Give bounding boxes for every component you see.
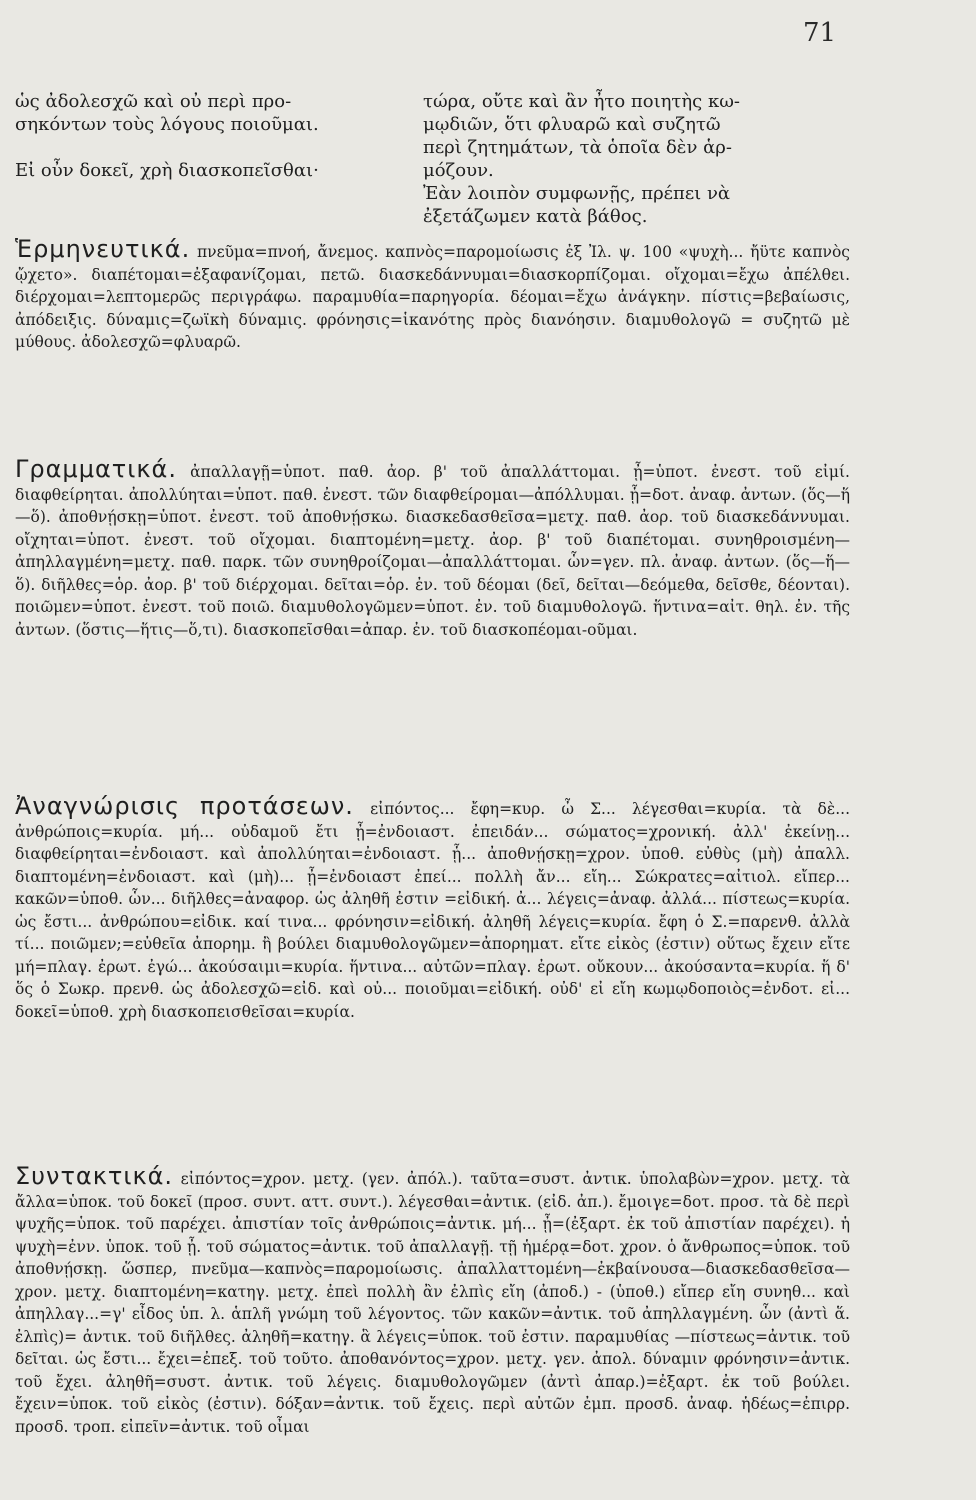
text-line: ὡς ἀδολεσχῶ καὶ οὐ περὶ προ- (15, 91, 292, 112)
text-line: μῳδιῶν, ὅτι φλυαρῶ καὶ συζητῶ (423, 114, 721, 135)
section-title: Ἑρμηνευτικά. (15, 235, 191, 263)
intro-greek-text (15, 90, 395, 228)
text-line: τώρα, οὔτε καὶ ἂν ἦτο ποιητὴς κω- (423, 91, 740, 112)
section-grammatika (15, 455, 850, 641)
section-title: Γραμματικά. (15, 455, 177, 483)
section-title: Συντακτικά. (15, 1162, 174, 1190)
section-syntaktika (15, 1162, 850, 1438)
intro-translation (423, 90, 843, 228)
section-body: εἰπόντος=χρον. μετχ. (γεν. ἀπόλ.). ταῦτα=συστ. ἀντικ. ὑπολαβὼν=χρον. μετχ. τὰ ἄλλα=ὑποκ. τοῦ δοκεῖ (προσ. συντ. αττ. συντ.). λέγεσθαι=ἀντικ. (εἰδ. ἀπ.). ἔμοιγε=δοτ. προσ. τὰ δὲ περὶ ψυχῆς=ὑποκ. τοῦ παρέχει. ἀπιστίαν τοῖς ἀνθρώποις=ἀντικ. μή... ᾖ=(ἐξαρτ. ἐκ τοῦ ἀπιστίαν παρέχει). ἡ ψυχὴ=ἐνν. ὑποκ. τοῦ ᾖ. τοῦ σώματος=ἀντικ. τοῦ ἀπαλλαγῇ. τῇ ἡμέρᾳ=δοτ. χρον. ὁ ἄνθρωπος=ὑποκ. τοῦ ἀποθνῄσκῃ. ὥσπερ, πνεῦμα—καπνὸς=παρομοίωσις. ἀπαλλαττομένη—ἐκβαίνουσα—διασκεδασθεῖσα—χρον. μετχ. διαπτομένη=κατηγ. μετχ. ἐπεὶ πολλὴ ἂν ἐλπὶς εἴη (ἀποδ.) - (ὑποθ.) εἴπερ εἴη συνηθ... καὶ ἀπηλλαγ...=γ' εἶδος ὑπ. λ. ἁπλῆ γνώμη τοῦ λέγοντος. τῶν κακῶν=ἀντικ. τοῦ ἀπηλλαγμένη. ὧν (ἀντὶ ἅ. ἐλπὶς)= ἀντικ. τοῦ διῆλθες. ἀληθῆ=κατηγ. ἃ λέγεις=ὑποκ. τοῦ ἐστιν. παραμυθίας —πίστεως=ἀντικ. τοῦ δεῖται. ὡς ἔστι... ἔχει=ἐπεξ. τοῦ τοῦτο. ἀποθανόντος=χρον. μετχ. γεν. ἀπολ. δύναμιν φρόνησιν=ἀντικ. τοῦ ἔχει. ἀληθῆ=συστ. ἀντικ. τοῦ λέγεις. διαμυθολογῶμεν (ἀντὶ ἀπαρ.)=ἐξαρτ. ἐκ τοῦ βούλει. ἔχειν=ὑποκ. τοῦ εἰκὸς (ἐστιν). δόξαν=ἀντικ. τοῦ ἔχεις. περὶ αὐτῶν ἐμπ. προσδ. ἀναφ. ἡδέως=ἐπιρρ. προσδ. τροπ. εἰπεῖν=ἀντικ. τοῦ οἶμαι (15, 1170, 850, 1436)
text-line: Εἰ οὖν δοκεῖ, χρὴ διασκοπεῖσθαι· (15, 160, 319, 181)
intro-block (15, 90, 850, 228)
section-hermeneutika (15, 235, 850, 354)
section-title: Ἀναγνώρισις προτάσεων. (15, 792, 354, 820)
text-line: ἐξετάζωμεν κατὰ βάθος. (423, 206, 648, 227)
text-line: Ἐὰν λοιπὸν συμφωνῇς, πρέπει νὰ (423, 183, 731, 204)
text-line: μόζουν. (423, 160, 494, 181)
section-body: ἀπαλλαγῇ=ὑποτ. παθ. ἀορ. β' τοῦ ἀπαλλάττομαι. ᾖ=ὑποτ. ἐνεστ. τοῦ εἰμί. διαφθείρηται. ἀπολλύηται=ὑποτ. παθ. ἐνεστ. τῶν διαφθείρομαι—ἀπόλλυμαι. ᾗ=δοτ. ἀναφ. ἀντων. (ὅς—ἥ—ὅ). ἀποθνῄσκῃ=ὑποτ. ἐνεστ. τοῦ ἀποθνῄσκω. διασκεδασθεῖσα=μετχ. παθ. ἀορ. τοῦ διασκεδάννυμαι. οἴχηται=ὑποτ. ἐνεστ. τοῦ οἴχομαι. διαπτομένη=μετχ. ἀορ. β' τοῦ διαπέτομαι. συνηθροισμένη—ἀπηλλαγμένη=μετχ. παθ. παρκ. τῶν συνηθροίζομαι—ἀπαλλάττομαι. ὧν=γεν. πλ. ἀναφ. ἀντων. (ὅς—ἥ—ὅ). διῆλθες=ὁρ. ἀορ. β' τοῦ διέρχομαι. δεῖται=ὁρ. ἐν. τοῦ δέομαι (δεῖ, δεῖται—δεόμεθα, δεῖσθε, δέονται). ποιῶμεν=ὑποτ. ἐνεστ. τοῦ ποιῶ. διαμυθολογῶμεν=ὑποτ. ἐν. τοῦ διαμυθολογῶ. ἥντινα=αἰτ. θηλ. ἐν. τῆς ἀντων. (ὅστις—ἥτις—ὅ,τι). διασκοπεῖσθαι=ἀπαρ. ἐν. τοῦ διασκοπέομαι-οῦμαι. (15, 463, 850, 639)
text-line: περὶ ζητημάτων, τὰ ὁποῖα δὲν ἁρ- (423, 137, 732, 158)
section-body: εἰπόντος... ἔφη=κυρ. ὦ Σ... λέγεσθαι=κυρία. τὰ δὲ... ἀνθρώποις=κυρία. μή... οὐδαμοῦ ἔτι ᾖ=ἐνδοιαστ. ἐπειδάν... σώματος=χρονική. ἀλλ' ἐκείνῃ... διαφθείρηται=ἐνδοιαστ. καὶ ἀπολλύηται=ἐνδοιαστ. ᾗ... ἀποθνῄσκῃ=χρον. ὑποθ. εὐθὺς (μὴ) ἀπαλλ. διαπτομένη=ἐνδοιαστ. καὶ (μὴ)... ᾖ=ἐνδοιαστ ἐπεί... πολλὴ ἄν... εἴη... Σώκρατες=αἰτιολ. εἴπερ... κακῶν=ὑποθ. ὧν... διῆλθες=ἀναφορ. ὡς ἀληθῆ ἐστιν =εἰδική. ἀ... λέγεις=ἀναφ. ἀλλά... πίστεως=κυρία. ὡς ἔστι... ἀνθρώπου=εἰδικ. καί τινα... φρόνησιν=εἰδική. ἀληθῆ λέγεις=κυρία. ἔφη ὁ Σ.=παρενθ. ἀλλὰ τί... ποιῶμεν;=εὐθεῖα ἀπορημ. ἢ βούλει διαμυθολογῶμεν=ἀπορηματ. εἴτε εἰκὸς (ἐστιν) οὕτως ἔχειν εἴτε μή=πλαγ. ἐρωτ. ἐγώ... ἀκούσαιμι=κυρία. ἥντινα... αὐτῶν=πλαγ. ἐρωτ. οὔκουν... ἀκούσαντα=κυρία. ἥ δ' ὅς ὁ Σωκρ. πρενθ. ὡς ἀδολεσχῶ=εἰδ. καὶ οὐ... ποιοῦμαι=εἰδική. οὐδ' εἰ εἴη κωμῳδοποιὸς=ἐνδοτ. εἰ... δοκεῖ=ὑποθ. χρὴ διασκοπεισθεῖσαι=κυρία. (15, 800, 850, 1021)
section-anagnorisis (15, 792, 850, 1023)
page-number: 71 (803, 18, 837, 48)
section-body: πνεῦμα=πνοή, ἄνεμος. καπνὸς=παρομοίωσις ἐξ Ἰλ. ψ. 100 «ψυχὴ... ἤϋτε καπνὸς ᾤχετο». διαπέτομαι=ἐξαφανίζομαι, πετῶ. διασκεδάννυμαι=διασκορπίζομαι. οἴχομαι=ἔχω ἀπέλθει. διέρχομαι=λεπτομερῶς περιγράφω. παραμυθία=παρηγορία. δέομαι=ἔχω ἀνάγκην. πίστις=βεβαίωσις, ἀπόδειξις. δύναμις=ζωϊκὴ δύναμις. φρόνησις=ἱκανότης πρὸς διανόησιν. διαμυθολογῶ = συζητῶ μὲ μύθους. ἀδολεσχῶ=φλυαρῶ. (15, 243, 850, 351)
text-line: σηκόντων τοὺς λόγους ποιοῦμαι. (15, 114, 319, 135)
